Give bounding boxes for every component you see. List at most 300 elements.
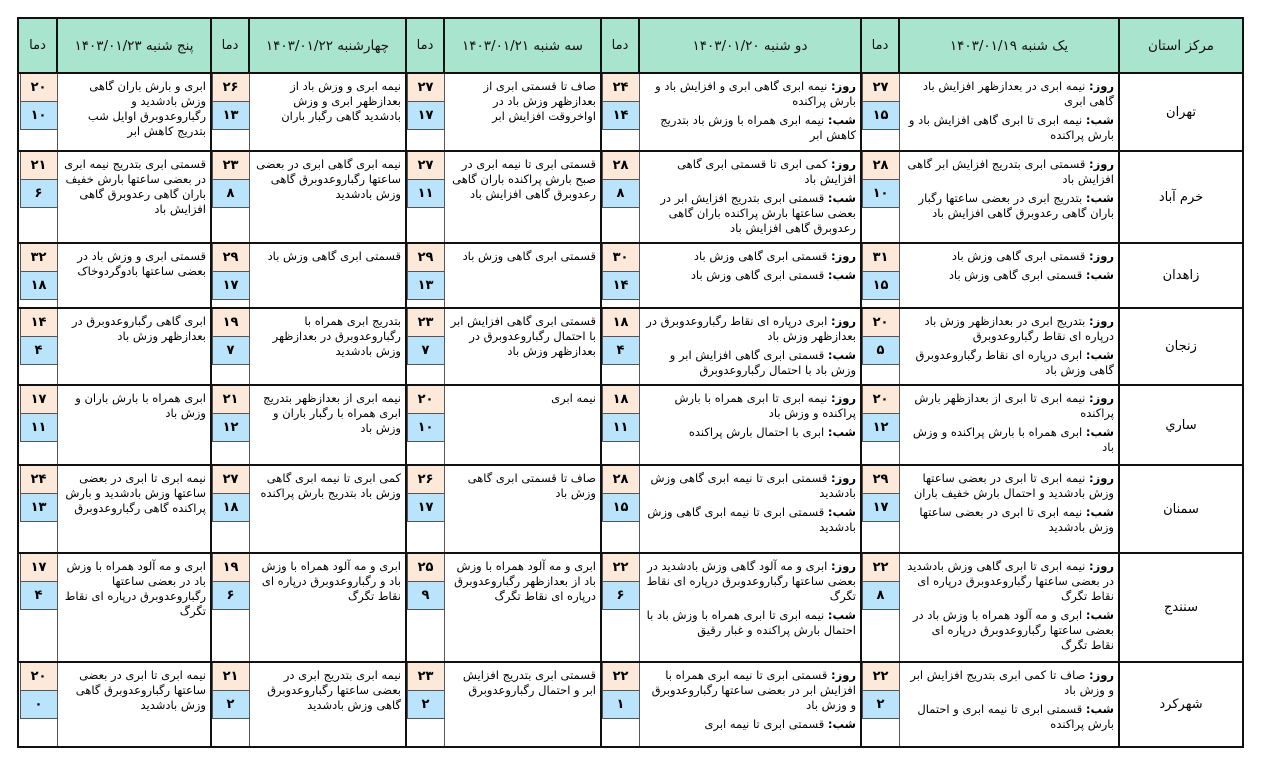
day-forecast [906, 471, 1115, 501]
day-forecast [906, 391, 1115, 421]
forecast-cell [639, 151, 861, 243]
temp-cell [861, 308, 899, 385]
temp-cell [601, 73, 639, 151]
forecast-cell [899, 73, 1119, 151]
max-temp: ۱۴ [20, 309, 57, 337]
forecast-cell [899, 553, 1119, 662]
forecast-text: نیمه ابری گاهی ابری در بعضی ساعتها رگباروعدوبرق گاهی وزش بادشدید [256, 157, 401, 201]
max-temp: ۲۷ [212, 466, 249, 494]
forecast-text: قسمتی ابری بتدریج نیمه ابری در بعضی ساعتها بارش خفیف باران گاهی رعدوبرق گاهی افزایش باد [64, 157, 206, 216]
night-text: نیمه ابری تا ابری همراه با وزش باد با احتمال بارش پراکنده و غبار رقیق [646, 608, 856, 637]
min-temp: ۸ [212, 180, 249, 208]
night-forecast [906, 608, 1115, 653]
header-day: چهارشنبه ۱۴۰۳/۰۱/۲۲ [249, 18, 406, 73]
min-temp: ۱۵ [862, 102, 899, 130]
night-text: قسمتی ابری گاهی وزش باد [690, 268, 825, 282]
day-text: صاف تا کمی ابری بتدریج افزایش ابر و وزش باد [910, 668, 1114, 697]
day-forecast [906, 559, 1115, 604]
temp-cell [861, 553, 899, 662]
max-temp: ۲۳ [212, 152, 249, 180]
day-label: روز: [1089, 157, 1114, 171]
day-text: نیمه ابری گاهی ابری و افزایش باد و بارش پراکنده [655, 79, 856, 108]
forecast-cell [639, 662, 861, 747]
table-row [18, 385, 1243, 465]
day-label: روز: [1089, 249, 1114, 263]
forecast-text: صاف تا قسمتی ابری گاهی وزش باد [467, 471, 596, 500]
min-temp: ۸ [862, 582, 899, 610]
day-text: نیمه ابری تا ابری همراه با بارش پراکنده و وزش باد [674, 391, 856, 420]
forecast-cell [249, 243, 406, 308]
temp-cell [18, 553, 57, 662]
night-forecast [906, 268, 1115, 283]
temp-cell [211, 151, 249, 243]
forecast-cell [639, 308, 861, 385]
forecast-text: قسمتی ابری گاهی وزش باد [267, 249, 401, 263]
temp-cell [211, 662, 249, 747]
day-forecast [646, 471, 857, 501]
forecast-cell [57, 385, 211, 465]
night-label: شب: [827, 425, 856, 439]
night-forecast [646, 608, 857, 638]
night-forecast [906, 505, 1115, 535]
temp-cell [861, 385, 899, 465]
table-row [18, 308, 1243, 385]
max-temp: ۲۹ [862, 466, 899, 494]
forecast-cell [639, 243, 861, 308]
forecast-cell [57, 243, 211, 308]
night-forecast [906, 113, 1115, 143]
min-temp: ۷ [407, 337, 444, 365]
table-row [18, 662, 1243, 747]
city-name: تهران [1119, 73, 1243, 151]
min-temp: ۱۰ [407, 414, 444, 442]
night-forecast [646, 268, 857, 283]
day-label: روز: [831, 559, 856, 573]
forecast-cell [899, 662, 1119, 747]
day-text: قسمتی ابری بتدریج افزایش ابر گاهی افزایش باد [907, 157, 1114, 186]
table-row [18, 465, 1243, 553]
day-text: قسمتی ابری تا نیمه ابری گاهی وزش بادشدید [650, 471, 856, 500]
night-text: نیمه ابری تا ابری در بعضی ساعتها وزش بادشدید [919, 505, 1114, 534]
header-day: پنج شنبه ۱۴۰۳/۰۱/۲۳ [57, 18, 211, 73]
forecast-cell [249, 553, 406, 662]
day-label: روز: [1089, 559, 1114, 573]
forecast-cell [899, 243, 1119, 308]
day-label: روز: [831, 79, 856, 93]
min-temp: ۴ [602, 337, 639, 365]
night-forecast [646, 425, 857, 440]
night-label: شب: [1085, 191, 1114, 205]
temp-cell [18, 385, 57, 465]
min-temp: ۲ [407, 691, 444, 719]
night-forecast [906, 702, 1115, 732]
night-label: شب: [1085, 702, 1114, 716]
max-temp: ۲۱ [212, 386, 249, 414]
forecast-cell [57, 662, 211, 747]
forecast-cell [249, 385, 406, 465]
header-temp: دما [861, 18, 899, 73]
day-forecast [906, 79, 1115, 109]
night-label: شب: [1085, 348, 1114, 362]
city-name: خرم آباد [1119, 151, 1243, 243]
min-temp: ۴ [20, 337, 57, 365]
city-name: سمنان [1119, 465, 1243, 553]
day-forecast [906, 249, 1115, 264]
min-temp: ۱۳ [212, 102, 249, 130]
day-label: روز: [1089, 79, 1114, 93]
forecast-text: ابری و مه آلود همراه با وزش باد در بعضی ساعتها رگباروعدوبرق درپاره ای نقاط تگرگ [64, 559, 206, 618]
forecast-cell [639, 553, 861, 662]
min-temp: ۹ [407, 582, 444, 610]
night-forecast [646, 113, 857, 143]
min-temp: ۱۰ [20, 102, 57, 130]
day-forecast [646, 249, 857, 264]
temp-cell [18, 151, 57, 243]
max-temp: ۲۶ [212, 74, 249, 102]
city-name: شهرکرد [1119, 662, 1243, 747]
forecast-cell [639, 465, 861, 553]
night-text: قسمتی ابری گاهی وزش باد [948, 268, 1083, 282]
night-forecast [646, 505, 857, 535]
max-temp: ۲۲ [602, 663, 639, 691]
min-temp: ۱۱ [602, 414, 639, 442]
min-temp: ۰ [20, 691, 57, 719]
forecast-cell [899, 308, 1119, 385]
max-temp: ۳۰ [602, 244, 639, 272]
header-row [18, 18, 1243, 73]
temp-cell [211, 385, 249, 465]
header-temp: دما [406, 18, 444, 73]
night-forecast [646, 191, 857, 236]
night-label: شب: [1085, 608, 1114, 622]
min-temp: ۶ [212, 582, 249, 610]
min-temp: ۱۷ [862, 494, 899, 522]
min-temp: ۶ [602, 582, 639, 610]
day-label: روز: [831, 157, 856, 171]
max-temp: ۲۰ [862, 386, 899, 414]
weather-forecast-table [17, 17, 1244, 748]
max-temp: ۲۸ [602, 152, 639, 180]
night-text: ابری درپاره ای نقاط رگباروعدوبرق گاهی وزش باد [915, 348, 1114, 377]
temp-cell [406, 385, 444, 465]
min-temp: ۱۲ [862, 414, 899, 442]
temp-cell [406, 73, 444, 151]
temp-cell [211, 465, 249, 553]
forecast-text: نیمه ابری تا ابری در بعضی ساعتها وزش بادشدید و بارش پراکنده گاهی رگباروعدوبرق [65, 471, 206, 515]
night-text: قسمتی ابری تا نیمه ابری [704, 717, 825, 731]
max-temp: ۲۶ [407, 466, 444, 494]
max-temp: ۱۷ [20, 554, 57, 582]
night-label: شب: [827, 608, 856, 622]
night-text: ابری و مه آلود همراه با وزش باد در بعضی ساعتها رگباروعدوبرق درپاره ای نقاط تگرگ [912, 608, 1114, 652]
city-name: زنجان [1119, 308, 1243, 385]
day-text: کمی ابری تا قسمتی ابری گاهی افزایش باد [677, 157, 856, 186]
night-forecast [646, 717, 857, 732]
forecast-cell [899, 385, 1119, 465]
day-text: بتدریج ابری در بعدازظهر وزش باد درپاره ای نقاط رگباروعدوبرق [924, 314, 1114, 343]
min-temp: ۱۰ [862, 180, 899, 208]
forecast-text: ابری و مه آلود همراه با وزش باد و رگباروعدوبرق درپاره ای نقاط تگرگ [261, 559, 401, 603]
day-forecast [646, 79, 857, 109]
night-label: شب: [827, 268, 856, 282]
min-temp: ۱۲ [212, 414, 249, 442]
forecast-cell [899, 151, 1119, 243]
night-label: شب: [827, 191, 856, 205]
night-label: شب: [1085, 268, 1114, 282]
day-text: قسمتی ابری تا نیمه ابری همراه با افزایش ابر در بعضی ساعتها رگباروعدوبرق و وزش باد [651, 668, 856, 712]
min-temp: ۱۳ [407, 272, 444, 300]
day-forecast [646, 668, 857, 713]
temp-cell [406, 465, 444, 553]
forecast-text: بتدریج ابری همراه با رگباروعدوبرق در بعدازظهر وزش بادشدید [272, 314, 401, 358]
min-temp: ۸ [602, 180, 639, 208]
forecast-cell [57, 151, 211, 243]
night-forecast [906, 425, 1115, 455]
forecast-text: نیمه ابری [551, 391, 596, 405]
day-text: قسمتی ابری گاهی وزش باد [693, 249, 828, 263]
forecast-cell [444, 553, 601, 662]
night-label: شب: [827, 348, 856, 362]
temp-cell [211, 73, 249, 151]
forecast-cell [249, 308, 406, 385]
table-row [18, 151, 1243, 243]
table-row [18, 73, 1243, 151]
forecast-cell [444, 73, 601, 151]
max-temp: ۲۸ [602, 466, 639, 494]
max-temp: ۱۸ [602, 386, 639, 414]
temp-cell [18, 308, 57, 385]
min-temp: ۱ [602, 691, 639, 719]
night-label: شب: [1085, 425, 1114, 439]
day-label: روز: [1089, 668, 1114, 682]
night-text: ابری همراه با بارش پراکنده و وزش باد [912, 425, 1114, 454]
forecast-cell [57, 465, 211, 553]
forecast-cell [444, 308, 601, 385]
min-temp: ۲ [862, 691, 899, 719]
temp-cell [601, 385, 639, 465]
temp-cell [211, 243, 249, 308]
day-text: نیمه ابری تا ابری گاهی وزش بادشدید در بعضی ساعتها رگباروعدوبرق درپاره ای نقاط تگرگ [907, 559, 1114, 603]
night-forecast [906, 348, 1115, 378]
forecast-cell [249, 465, 406, 553]
forecast-text: نیمه ابری از بعدازظهر بتدریج ابری همراه با رگبار باران و وزش باد [263, 391, 401, 435]
forecast-cell [57, 73, 211, 151]
max-temp: ۱۹ [212, 554, 249, 582]
day-text: نیمه ابری تا ابری در بعضی ساعتها وزش بادشدید و احتمال بارش خفیف باران [913, 471, 1114, 500]
table-row [18, 243, 1243, 308]
temp-cell [861, 465, 899, 553]
min-temp: ۷ [212, 337, 249, 365]
max-temp: ۲۷ [407, 74, 444, 102]
day-forecast [906, 157, 1115, 187]
forecast-cell [249, 662, 406, 747]
temp-cell [406, 151, 444, 243]
max-temp: ۲۲ [862, 663, 899, 691]
max-temp: ۲۲ [862, 554, 899, 582]
day-label: روز: [1089, 471, 1114, 485]
header-city: مرکز استان [1119, 18, 1243, 73]
forecast-cell [639, 385, 861, 465]
forecast-cell [249, 73, 406, 151]
max-temp: ۲۳ [407, 663, 444, 691]
day-forecast [646, 391, 857, 421]
day-text: نیمه ابری تا ابری از بعدازظهر بارش پراکنده [914, 391, 1114, 420]
day-label: روز: [831, 391, 856, 405]
min-temp: ۴ [20, 582, 57, 610]
max-temp: ۱۷ [20, 386, 57, 414]
max-temp: ۲۷ [862, 74, 899, 102]
forecast-cell [899, 465, 1119, 553]
forecast-cell [639, 73, 861, 151]
temp-cell [861, 73, 899, 151]
max-temp: ۲۷ [407, 152, 444, 180]
temp-cell [601, 465, 639, 553]
forecast-cell [444, 385, 601, 465]
temp-cell [861, 662, 899, 747]
night-text: قسمتی ابری تا نیمه ابری گاهی وزش بادشدید [647, 505, 856, 534]
header-day: دو شنبه ۱۴۰۳/۰۱/۲۰ [639, 18, 861, 73]
header-day: سه شنبه ۱۴۰۳/۰۱/۲۱ [444, 18, 601, 73]
forecast-text: ابری گاهی رگباروعدوبرق در بعدازظهر وزش باد [71, 314, 206, 343]
night-label: شب: [827, 113, 856, 127]
city-name: سنندج [1119, 553, 1243, 662]
day-text: قسمتی ابری گاهی وزش باد [951, 249, 1086, 263]
temp-cell [406, 243, 444, 308]
temp-cell [601, 151, 639, 243]
forecast-text: قسمتی ابری گاهی افزایش ابر با احتمال رگباروعدوبرق در بعدازظهر وزش باد [450, 314, 596, 358]
forecast-text: صاف تا قسمتی ابری از بعدازظهر وزش باد در اواخروقت افزایش ابر [483, 79, 596, 123]
temp-cell [861, 243, 899, 308]
day-text: نیمه ابری در بعدازظهر افزایش باد گاهی ابری [922, 79, 1114, 108]
temp-cell [18, 243, 57, 308]
temp-cell [18, 662, 57, 747]
day-forecast [906, 314, 1115, 344]
forecast-cell [444, 662, 601, 747]
temp-cell [601, 662, 639, 747]
temp-cell [406, 308, 444, 385]
temp-cell [18, 73, 57, 151]
night-label: شب: [1085, 113, 1114, 127]
day-text: ابری و مه آلود گاهی وزش بادشدید در بعضی ساعتها رگباروعدوبرق درپاره ای نقاط تگرگ [646, 559, 856, 603]
forecast-text: قسمتی ابری بتدریج افزایش ابر و احتمال رگباروعدوبرق [462, 668, 596, 697]
table-row [18, 553, 1243, 662]
forecast-text: قسمتی ابری گاهی وزش باد [462, 249, 596, 263]
min-temp: ۱۱ [20, 414, 57, 442]
min-temp: ۱۷ [212, 272, 249, 300]
min-temp: ۶ [20, 180, 57, 208]
night-text: نیمه ابری تا ابری گاهی افزایش باد و بارش پراکنده [908, 113, 1114, 142]
min-temp: ۱۷ [407, 494, 444, 522]
temp-cell [406, 553, 444, 662]
forecast-text: ابری همراه با بارش باران و وزش باد [75, 391, 206, 420]
min-temp: ۱۵ [862, 272, 899, 300]
forecast-text: قسمتی ابری و وزش باد در بعضی ساعتها بادوگردوخاک [77, 249, 206, 278]
max-temp: ۲۱ [212, 663, 249, 691]
min-temp: ۱۵ [602, 494, 639, 522]
header-temp: دما [211, 18, 249, 73]
night-text: قسمتی ابری بتدریج افزایش ابر در بعضی ساعتها بارش پراکنده باران گاهی رعدوبرق گاهی افزایش باد [660, 191, 856, 235]
header-day: یک شنبه ۱۴۰۳/۰۱/۱۹ [899, 18, 1119, 73]
temp-cell [211, 308, 249, 385]
max-temp: ۲۴ [602, 74, 639, 102]
min-temp: ۱۸ [20, 272, 57, 300]
max-temp: ۲۸ [862, 152, 899, 180]
night-forecast [646, 348, 857, 378]
day-label: روز: [1089, 391, 1114, 405]
min-temp: ۱۷ [407, 102, 444, 130]
night-text: ابری با احتمال بارش پراکنده [688, 425, 825, 439]
night-text: قسمتی ابری گاهی افزایش ابر و وزش باد با احتمال رگباروعدوبرق [669, 348, 856, 377]
temp-cell [406, 662, 444, 747]
max-temp: ۲۰ [20, 74, 57, 102]
day-forecast [646, 559, 857, 604]
temp-cell [861, 151, 899, 243]
forecast-cell [57, 308, 211, 385]
forecast-cell [444, 465, 601, 553]
min-temp: ۱۴ [602, 272, 639, 300]
max-temp: ۲۱ [20, 152, 57, 180]
forecast-text: قسمتی ابری تا نیمه ابری در صبح بارش پراکنده باران گاهی رعدوبرق گاهی افزایش باد [452, 157, 596, 201]
forecast-text: کمی ابری تا نیمه ابری گاهی وزش باد بتدریج بارش پراکنده [260, 471, 401, 500]
max-temp: ۲۰ [20, 663, 57, 691]
day-forecast [906, 668, 1115, 698]
day-forecast [646, 314, 857, 344]
min-temp: ۵ [862, 337, 899, 365]
max-temp: ۲۵ [407, 554, 444, 582]
day-label: روز: [831, 314, 856, 328]
min-temp: ۱۸ [212, 494, 249, 522]
forecast-cell [249, 151, 406, 243]
max-temp: ۲۲ [602, 554, 639, 582]
forecast-cell [444, 151, 601, 243]
max-temp: ۳۲ [20, 244, 57, 272]
temp-cell [601, 553, 639, 662]
max-temp: ۱۸ [602, 309, 639, 337]
forecast-text: ابری و بارش باران گاهی وزش بادشدید و رگباروعدوبرق اوایل شب بتدریج کاهش ابر [87, 79, 206, 138]
temp-cell [211, 553, 249, 662]
city-name: ساري [1119, 385, 1243, 465]
night-label: شب: [827, 717, 856, 731]
city-name: زاهدان [1119, 243, 1243, 308]
min-temp: ۱۳ [20, 494, 57, 522]
min-temp: ۲ [212, 691, 249, 719]
header-temp: دما [601, 18, 639, 73]
header-temp: دما [18, 18, 57, 73]
day-label: روز: [831, 471, 856, 485]
temp-cell [18, 465, 57, 553]
day-label: روز: [1089, 314, 1114, 328]
night-forecast [906, 191, 1115, 221]
day-label: روز: [831, 668, 856, 682]
max-temp: ۲۰ [862, 309, 899, 337]
night-label: شب: [1085, 505, 1114, 519]
day-text: ابری درپاره ای نقاط رگباروعدوبرق در بعدازظهر وزش باد [646, 314, 856, 343]
night-label: شب: [827, 505, 856, 519]
day-forecast [646, 157, 857, 187]
max-temp: ۲۴ [20, 466, 57, 494]
min-temp: ۱۴ [602, 102, 639, 130]
forecast-cell [57, 553, 211, 662]
max-temp: ۱۹ [212, 309, 249, 337]
forecast-text: نیمه ابری و وزش باد از بعدازظهر ابری و وزش بادشدید گاهی رگبار باران [281, 79, 401, 123]
day-label: روز: [831, 249, 856, 263]
forecast-cell [444, 243, 601, 308]
forecast-text: نیمه ابری تا ابری در بعضی ساعتها رگباروعدوبرق گاهی وزش بادشدید [75, 668, 206, 712]
temp-cell [601, 243, 639, 308]
night-text: بتدریج ابری در بعضی ساعتها رگبار باران گاهی رعدوبرق گاهی افزایش باد [918, 191, 1114, 220]
max-temp: ۲۰ [407, 386, 444, 414]
night-text: قسمتی ابری تا نیمه ابری و احتمال بارش پراکنده [917, 702, 1114, 731]
